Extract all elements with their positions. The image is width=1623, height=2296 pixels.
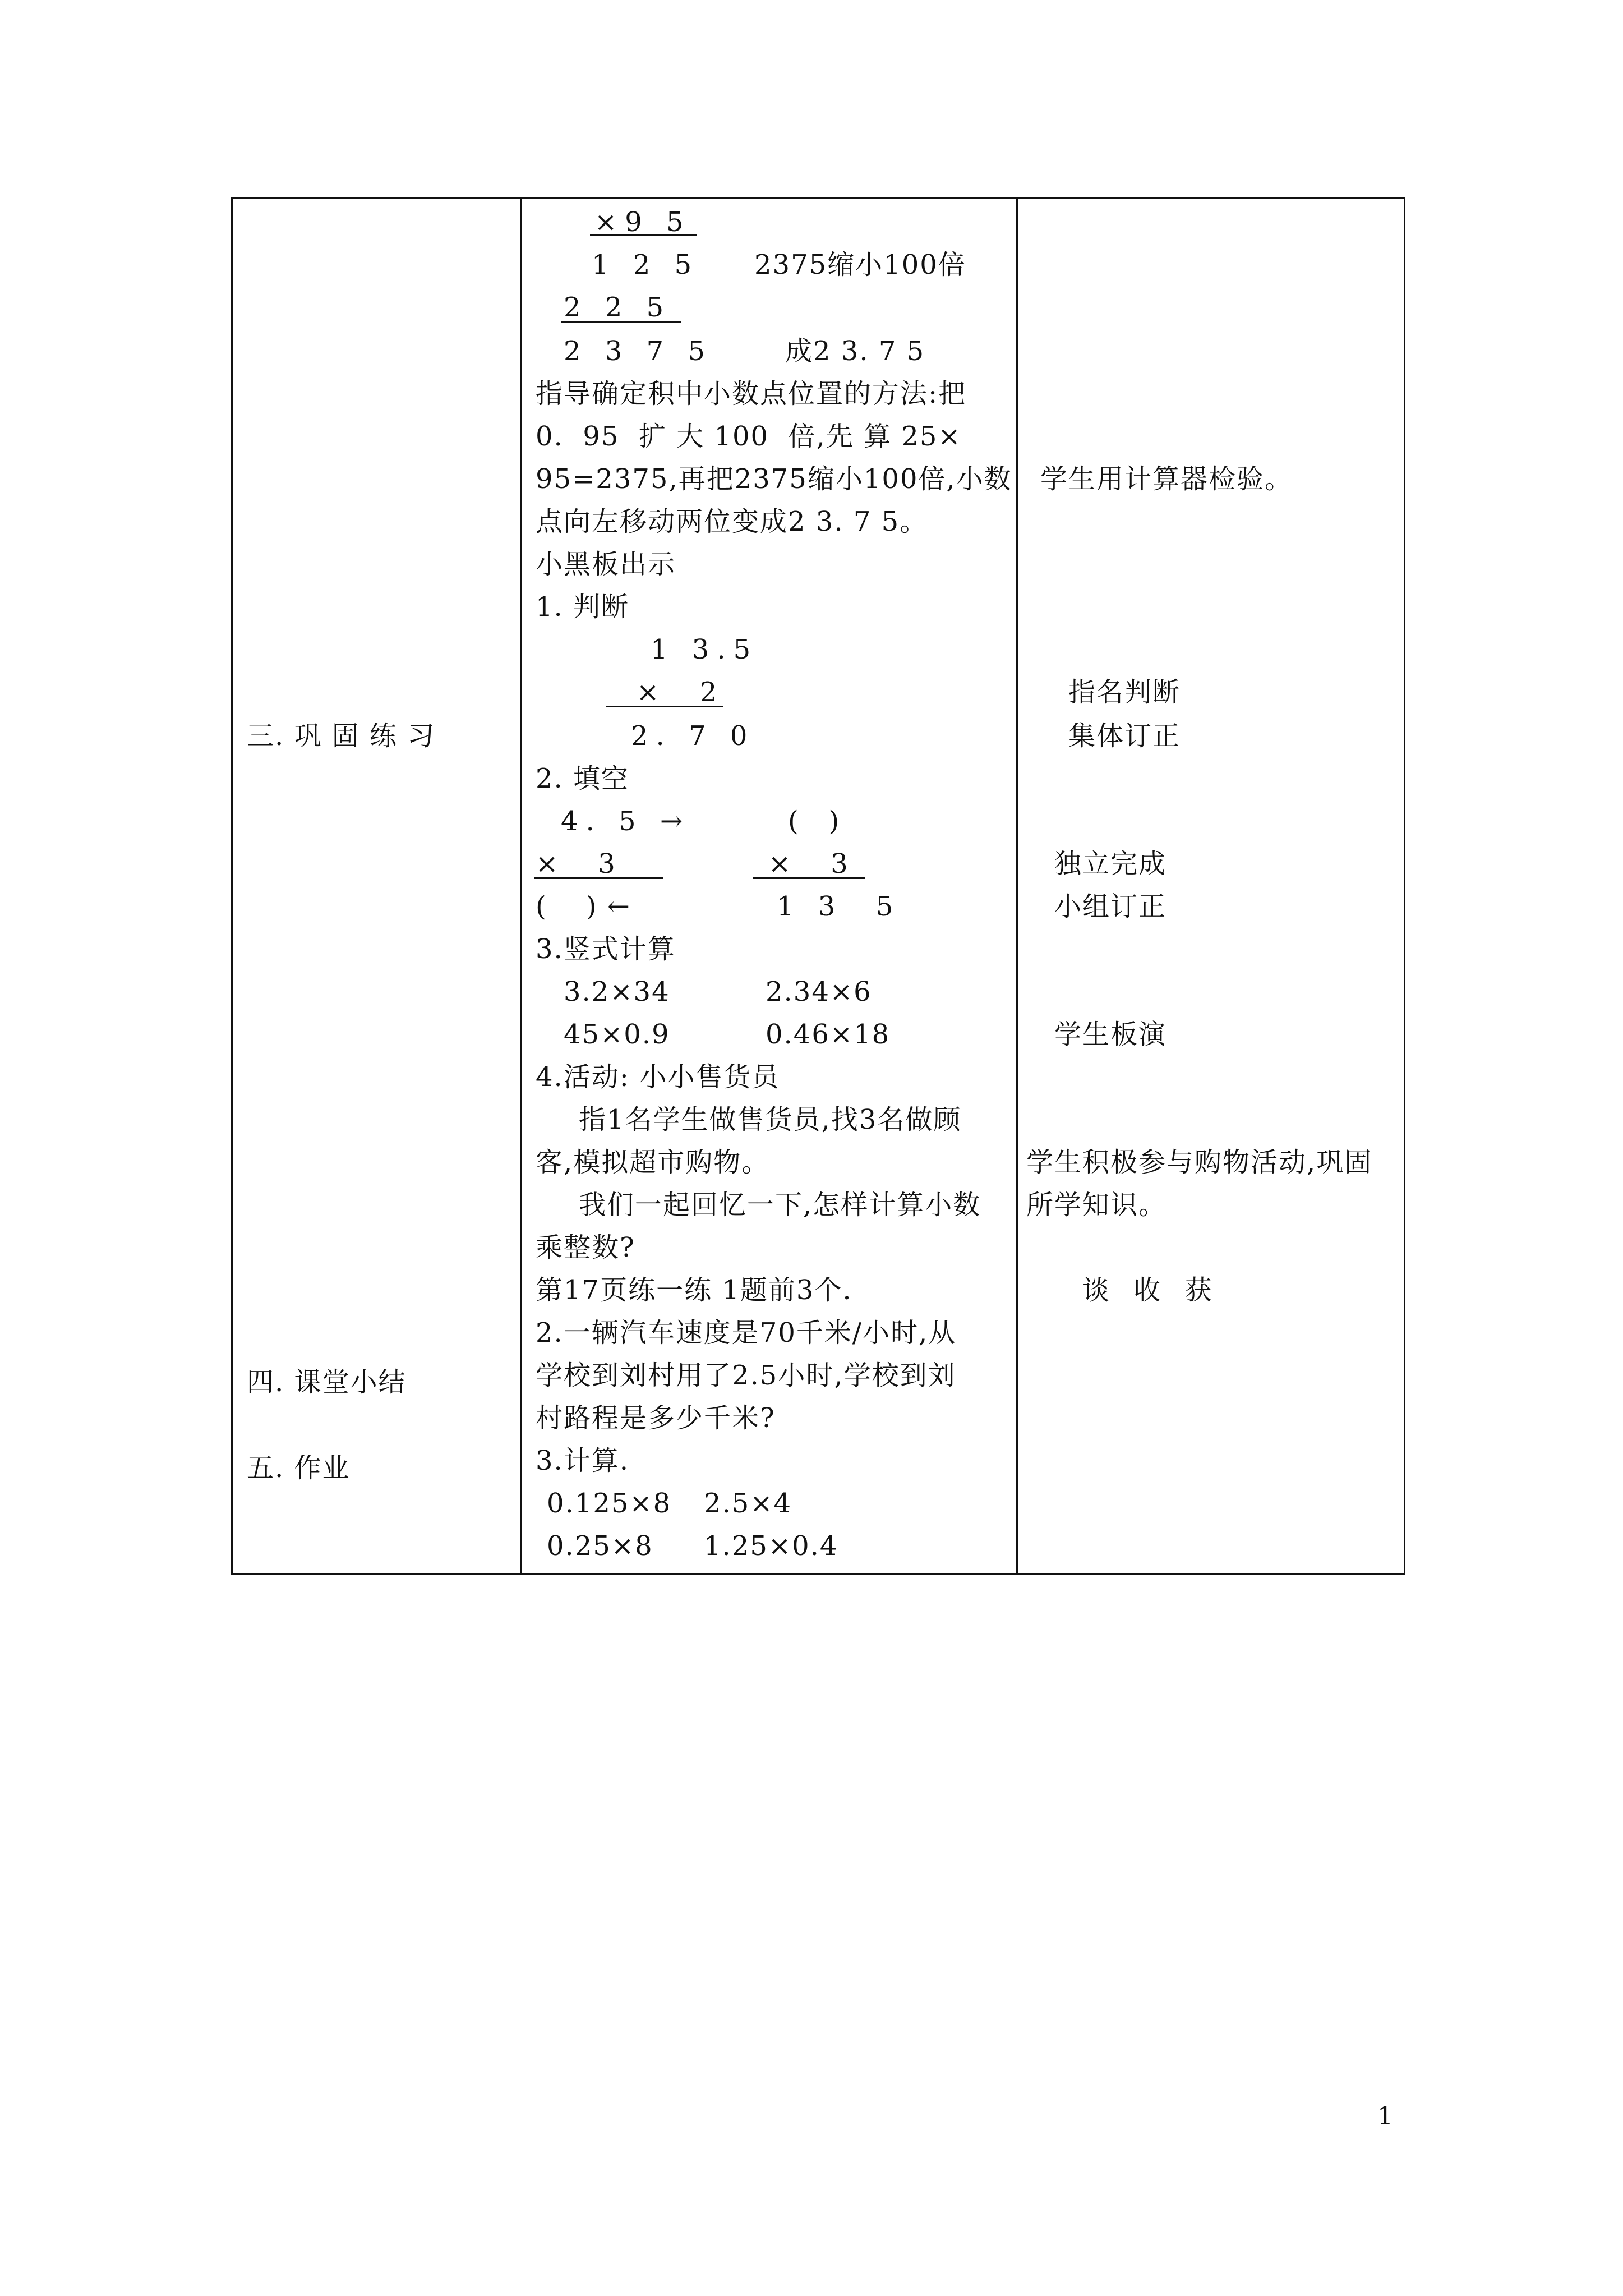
right-judge-line-2: 集体订正 [1068, 720, 1181, 752]
question-2-c-right: 1 3 5 [777, 891, 901, 922]
question-2-underline-left [534, 877, 663, 879]
page-number: 1 [1377, 2102, 1393, 2131]
question-3-title: 3.竖式计算 [536, 933, 676, 965]
section-consolidate-practice: 三. 巩 固 练 习 [247, 720, 436, 752]
question-1-line-b: × 2 [637, 677, 725, 708]
right-judge-line-1: 指名判断 [1068, 677, 1181, 708]
right-board-demo: 学生板演 [1054, 1019, 1167, 1050]
guide-text-line-1: 指导确定积中小数点位置的方法:把 [536, 378, 967, 409]
section-homework: 五. 作业 [247, 1452, 351, 1484]
question-2-title: 2. 填空 [536, 763, 630, 794]
question-3-item-1: 3.2×34 [564, 976, 670, 1007]
question-3-item-2: 2.34×6 [766, 976, 872, 1007]
calc-note-result: 成2 3. 7 5 [785, 335, 925, 367]
calc-underline-1 [590, 234, 697, 236]
right-harvest: 谈 收 获 [1082, 1274, 1220, 1306]
question-1-underline [606, 706, 723, 707]
column-divider-1 [520, 199, 522, 1573]
calc-row-product: 2 3 7 5 [564, 335, 713, 367]
question-2-b-right: × 3 [768, 848, 849, 880]
question-3-item-4: 0.46×18 [766, 1019, 891, 1050]
homework-item-2-line-3: 村路程是多少千米? [536, 1402, 776, 1434]
homework-item-3-b2: 1.25×0.4 [704, 1530, 838, 1562]
guide-text-line-2: 0. 95 扩 大 100 倍,先 算 25× [536, 421, 962, 452]
homework-item-3-title: 3.计算. [536, 1445, 630, 1476]
calc-row-partial-1: 1 2 5 [592, 249, 700, 280]
homework-item-2-line-1: 2.一辆汽车速度是70千米/小时,从 [536, 1317, 957, 1349]
question-2-a-right: ( ) [788, 806, 841, 837]
column-divider-2 [1016, 199, 1018, 1573]
question-2-c-left: ( ) ← [536, 891, 631, 922]
calc-underline-2 [561, 321, 681, 323]
right-shopping-line-2: 所学知识。 [1026, 1189, 1167, 1221]
question-1-title: 1. 判断 [536, 591, 630, 623]
question-2-a-left: 4. 5 → [561, 806, 691, 837]
homework-item-2-line-2: 学校到刘村用了2.5小时,学校到刘 [536, 1360, 956, 1391]
recall-line-2: 乘整数? [536, 1232, 635, 1263]
calc-row-partial-2: 2 2 5 [564, 292, 672, 323]
right-calculator-check: 学生用计算器检验。 [1040, 463, 1293, 495]
question-2-b-left: × 3 [536, 848, 616, 880]
question-3-item-3: 45×0.9 [564, 1019, 670, 1050]
homework-item-3-b1: 0.25×8 [547, 1530, 653, 1562]
right-independent-line-2: 小组订正 [1054, 891, 1167, 922]
section-class-summary: 四. 课堂小结 [247, 1366, 407, 1398]
recall-line-1: 我们一起回忆一下,怎样计算小数 [579, 1189, 981, 1221]
right-independent-line-1: 独立完成 [1054, 848, 1167, 880]
right-shopping-line-1: 学生积极参与购物活动,巩固 [1026, 1147, 1373, 1178]
homework-item-1: 第17页练一练 1题前3个. [536, 1274, 852, 1306]
small-blackboard-label: 小黑板出示 [536, 549, 676, 580]
question-4-title: 4.活动: 小小售货员 [536, 1061, 780, 1093]
question-1-line-c: 2. 7 0 [631, 720, 755, 752]
homework-item-3-a2: 2.5×4 [704, 1488, 792, 1519]
calc-note-shrink: 2375缩小100倍 [754, 249, 966, 280]
calc-row-multiplier: ×9 5 [594, 206, 691, 238]
guide-text-line-4: 点向左移动两位变成2 3. 7 5。 [536, 506, 928, 537]
question-4-line-2: 客,模拟超市购物。 [536, 1147, 770, 1178]
question-1-line-a: 1 3.5 [651, 634, 759, 665]
question-4-line-1: 指1名学生做售货员,找3名做顾 [579, 1104, 962, 1135]
question-2-underline-right [753, 877, 865, 879]
guide-text-line-3: 95=2375,再把2375缩小100倍,小数 [536, 463, 1012, 495]
homework-item-3-a1: 0.125×8 [547, 1488, 672, 1519]
